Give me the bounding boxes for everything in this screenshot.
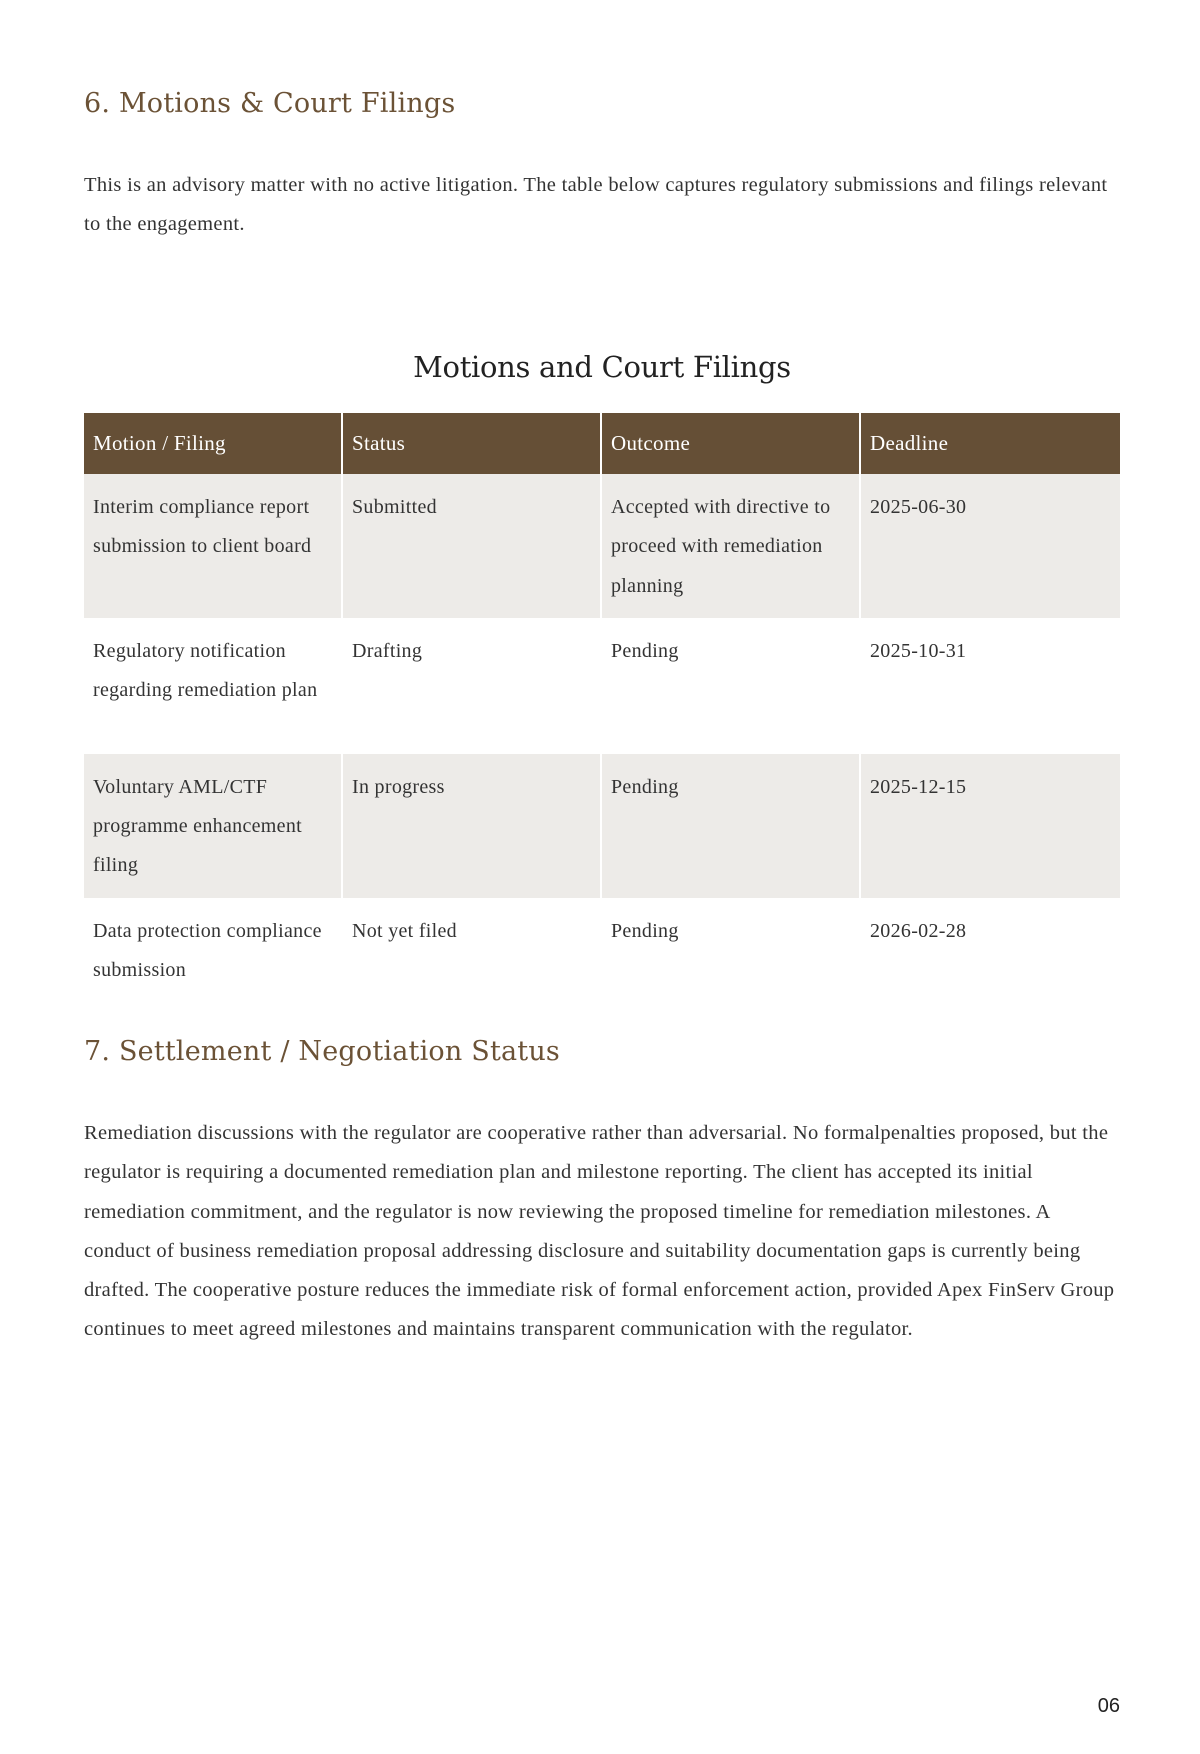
table-row [84, 618, 1120, 754]
header-outcome: Outcome [601, 413, 860, 474]
section-6-heading: 6. Motions & Court Filings [84, 88, 456, 119]
section-7-body: Remediation discussions with the regulator are cooperative rather than adversarial. No formalpenalties proposed, but the regulator is requiring a documented remediation plan and milestone reporting. The client has accepted its initial remediation commitment, and the regulator is now reviewing the proposed timeline for remediation milestones. A conduct of business remediation proposal addressing disclosure and suitability documentation gaps is currently being drafted. The cooperative posture reduces the immediate risk of formal enforcement action, provided Apex FinServ Group continues to meet agreed milestones and maintains transparent communication with the regulator. [84, 1122, 1115, 1341]
cell-outcome: Pending [601, 898, 860, 1003]
cell-deadline: 2025-12-15 [860, 754, 1120, 898]
cell-status: Drafting [342, 618, 601, 754]
table-row [84, 898, 1120, 1003]
cell-outcome: Pending [601, 618, 860, 754]
cell-deadline: 2026-02-28 [870, 919, 967, 942]
page-number: 06 [1097, 1695, 1120, 1717]
cell-filing: Regulatory notification regarding remediation plan [84, 618, 342, 754]
section-7-heading: 7. Settlement / Negotiation Status [84, 1036, 560, 1067]
table-caption: Motions and Court Filings [413, 350, 791, 384]
cell-deadline: 2025-10-31 [870, 639, 967, 662]
header-status: Status [342, 413, 601, 474]
table-header-row [84, 413, 1120, 474]
filings-table [84, 413, 1120, 1002]
table-row [84, 754, 1120, 898]
header-motion-filing: Motion / Filing [84, 413, 342, 474]
cell-outcome: Accepted with directive to proceed with remediation planning [601, 474, 860, 618]
cell-status: Submitted [342, 474, 601, 618]
cell-outcome: Pending [601, 754, 860, 898]
cell-deadline: 2025-06-30 [860, 474, 1120, 618]
cell-filing: Data protection compliance submission [84, 898, 342, 1003]
cell-status: Not yet filed [342, 898, 601, 1003]
section-6-intro: This is an advisory matter with no active litigation. The table below captures regulatory submissions and filings relevant to the engagement. [84, 174, 1108, 236]
cell-status: In progress [342, 754, 601, 898]
table-row [84, 474, 1120, 618]
header-deadline: Deadline [860, 413, 1120, 474]
cell-filing: Interim compliance report submission to client board [84, 474, 342, 618]
cell-filing: Voluntary AML/CTF programme enhancement filing [84, 754, 342, 898]
